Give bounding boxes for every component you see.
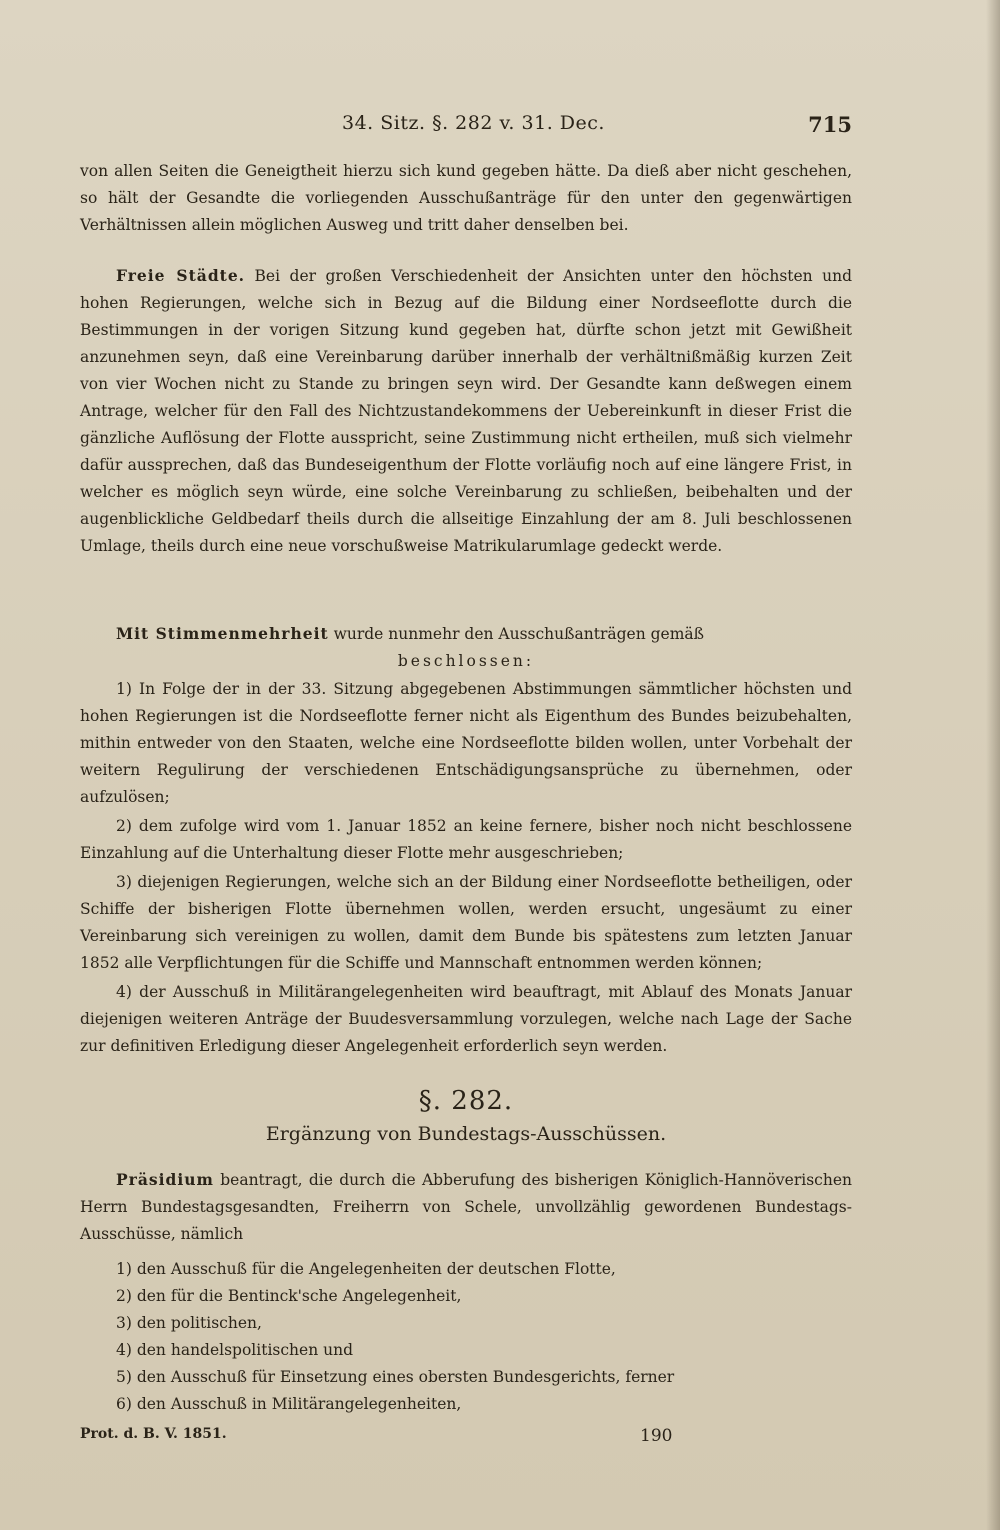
paragraph-resolution-intro — [80, 620, 852, 675]
section-number: §. 282. — [418, 1086, 514, 1116]
printer-signature: Prot. d. B. V. 1851. — [80, 1426, 227, 1442]
committee-list — [80, 1256, 852, 1418]
resolution-list — [80, 676, 852, 1060]
list-item: 5) den Ausschuß für Einsetzung eines obersten Bundesgerichts, ferner — [116, 1368, 675, 1386]
praesidium-lead: Präsidium — [116, 1170, 214, 1189]
running-title: 34. Sitz. §. 282 v. 31. Dec. — [342, 112, 605, 134]
paragraph-body — [80, 262, 852, 560]
page-footer — [80, 1426, 852, 1450]
page-header — [80, 112, 852, 144]
list-item: 1) den Ausschuß für die Angelegenheiten der deutschen Flotte, — [116, 1260, 616, 1278]
list-item: 3) den politischen, — [116, 1314, 262, 1332]
paragraph-text: Bei der großen Verschiedenheit der Ansichten unter den höchsten und hohen Regierungen, welche sich in Bezug auf die Bildung einer Nordseeflotte durch die Bestimmungen in der vorigen Sitzung kund gegeben hat, dürfte schon jetzt mit Gewißheit anzunehmen seyn, daß eine Vereinbarung darüber innerhalb der verhältnißmäßig kurzen Zeit von vier Wochen nicht zu Stande zu bringen seyn wird. Der Gesandte kann deßwegen einem Antrage, welcher für den Fall des Nichtzustandekommens der Uebereinkunft in dieser Frist die gänzliche Auflösung der Flotte ausspricht, seine Zustimmung nicht ertheilen, muß sich vielmehr dafür aussprechen, daß das Bundeseigenthum der Flotte vorläufig noch auf eine längere Frist, in welcher es möglich seyn würde, eine solche Vereinbarung zu schließen, beibehalten und der augenblickliche Geldbedarf theils durch die allseitige Einzahlung der am 8. Juli beschlossenen Umlage, theils durch eine neue vorschußweise Matrikularumlage gedeckt werde. — [80, 267, 852, 555]
list-item: 2) dem zufolge wird vom 1. Januar 1852 an keine fernere, bisher noch nicht beschlossene Einzahlung auf die Unterhaltung dieser Flotte mehr ausgeschrieben; — [80, 817, 852, 862]
paragraph-text: beantragt, die durch die Abberufung des bisherigen Königlich-Hannöverischen Herrn Bundestagsgesandten, Freiherrn von Schele, unvollzählig gewordenen Bundestags-Ausschüsse, nämlich — [80, 1171, 852, 1243]
list-item: 6) den Ausschuß in Militärangelegenheiten, — [116, 1395, 462, 1413]
paragraph-praesidium — [80, 1166, 852, 1248]
paragraph-text: wurde nunmehr den Ausschußanträgen gemäß — [333, 625, 704, 643]
list-item: 1) In Folge der in der 33. Sitzung abgegebenen Abstimmungen sämmtlicher höchsten und hohen Regierungen ist die Nordseeflotte ferner nicht als Eigenthum des Bundes beizubehalten, mithin entweder von den Staaten, welche eine Nordseeflotte bilden wollen, unter Vorbehalt der weitern Regulirung der verschiedenen Entschädigungsansprüche zu übernehmen, oder aufzulösen; — [80, 680, 852, 806]
paragraph-freie-staedte — [80, 262, 852, 560]
beschlossen-label: beschlossen: — [397, 652, 535, 670]
resolution-lead: Mit Stimmenmehrheit — [116, 624, 329, 643]
section-heading — [80, 1088, 852, 1148]
paragraph-text: von allen Seiten die Geneigtheit hierzu sich kund gegeben hätte. Da dieß aber nicht geschehen, so hält der Gesandte die vorliegenden Ausschußanträge für den unter den gegenwärtigen Verhältnissen allein möglichen Ausweg und tritt daher denselben bei. — [80, 162, 852, 234]
page-number: 715 — [808, 112, 852, 137]
page-edge-shadow — [986, 0, 1000, 1530]
list-item: 2) den für die Bentinck'sche Angelegenheit, — [116, 1287, 462, 1305]
list-item: 3) diejenigen Regierungen, welche sich an der Bildung einer Nordseeflotte betheiligen, oder Schiffe der bisherigen Flotte übernehmen wollen, werden ersucht, ungesäumt zu einer Vereinbarung sich vereinigen zu wollen, damit dem Bunde bis spätestens zum letzten Januar 1852 alle Verpflichtungen für die Schiffe und Mannschaft entnommen werden können; — [80, 873, 852, 972]
section-title: Ergänzung von Bundestags-Ausschüssen. — [265, 1123, 667, 1145]
speaker-label: Freie Städte. — [116, 266, 246, 285]
list-item: 4) der Ausschuß in Militärangelegenheiten wird beauftragt, mit Ablauf des Monats Januar diejenigen weiteren Anträge der Buudesversammlung vorzulegen, welche nach Lage der Sache zur definitiven Erledigung dieser Angelegenheit erforderlich seyn werden. — [80, 983, 852, 1055]
paragraph-intro — [80, 158, 852, 239]
paragraph-body — [80, 620, 852, 648]
list-item: 4) den handelspolitischen und — [116, 1341, 353, 1359]
sheet-number: 190 — [640, 1426, 673, 1446]
paragraph-body — [80, 1166, 852, 1248]
